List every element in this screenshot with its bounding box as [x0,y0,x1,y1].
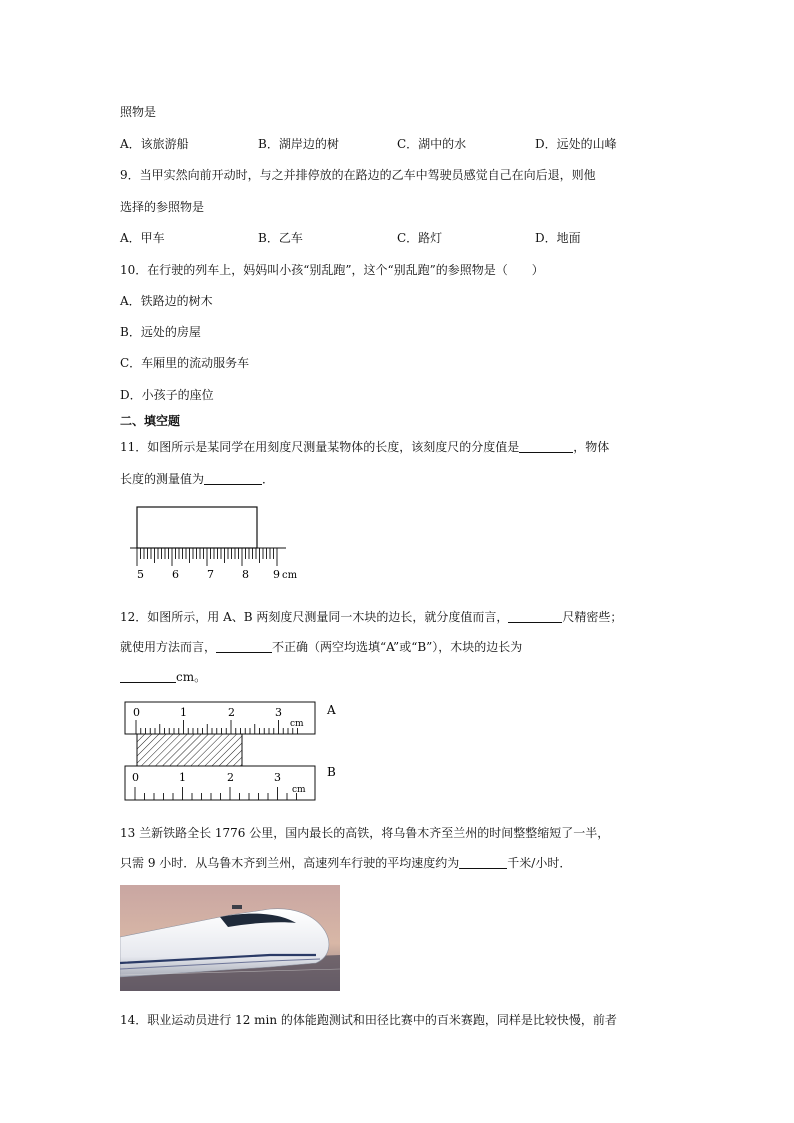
ruler-a-ticks [136,720,298,734]
q13-blank[interactable] [459,856,507,869]
ruler-a-number-1: 1 [180,706,187,719]
q12-ruler-figure [122,700,352,804]
q9-option-c: C．路灯 [397,231,443,245]
q11-ruler-figure [126,500,306,584]
q8-option-b: B．湖岸边的树 [258,137,339,151]
q11-ruler-label-7: 7 [207,568,214,581]
ruler-b-ticks [135,787,297,800]
ruler-a-number-0: 0 [133,706,140,719]
q11-ruler-unit: cm [282,570,298,581]
q12-stem-line1 [120,608,622,625]
ruler-b-number-2: 2 [227,771,234,784]
intro-line: 照物是 [120,105,157,119]
q12-text-2b: 不正确（两空均选填“A”或“B”），木块的边长为 [272,640,523,654]
section-title: 二、填空题 [120,414,181,428]
q11-ruler-label-5: 5 [137,568,144,581]
ruler-b-label: B [327,765,336,779]
q10-stem: 10．在行驶的列车上，妈妈叫小孩“别乱跑”，这个“别乱跑”的参照物是（ ） [120,263,544,277]
q11-text-1a: 11．如图所示是某同学在用刻度尺测量某物体的长度，该刻度尺的分度值是 [120,440,520,454]
q9-option-d: D．地面 [535,231,581,245]
ruler-b-number-1: 1 [179,771,186,784]
ruler-b-number-3: 3 [274,771,281,784]
q12-text-2a: 就使用方法而言， [120,640,217,654]
wooden-block [137,734,242,766]
q12-blank-2[interactable] [216,640,272,653]
high-speed-train-image [120,885,340,991]
q13-stem-line2 [120,854,571,871]
q11-text-2b: ． [262,472,275,486]
q12-text-3b: cm。 [176,670,207,684]
ruler-b [125,766,315,800]
q9-option-b: B．乙车 [258,231,303,245]
ruler-a-label: A [327,703,336,717]
q12-blank-3[interactable] [120,670,176,683]
q8-option-d: D．远处的山峰 [535,137,617,151]
q13-text-2b: 千米/小时． [507,856,572,870]
q11-ruler-label-8: 8 [242,568,249,581]
q9-stem-line2: 选择的参照物是 [120,200,205,214]
q11-ruler-label-9: 9 [273,568,280,581]
q11-measured-block [137,507,257,548]
q10-option-d: D．小孩子的座位 [120,388,214,402]
q12-blank-1[interactable] [508,610,562,623]
q11-stem-line1 [120,438,609,455]
q11-text-1b: ，物体 [573,440,610,454]
q11-ruler-ticks [137,548,277,566]
ruler-a [125,702,315,734]
ruler-a-unit: cm [290,719,304,729]
q13-stem-line1: 13 兰新铁路全长 1776 公里，国内最长的高铁，将乌鲁木齐至兰州的时间整整缩短了一半， [120,826,610,840]
q10-option-a: A．铁路边的树木 [120,294,213,308]
q13-text-2a: 只需 9 小时．从乌鲁木齐到兰州，高速列车行驶的平均速度约为 [120,856,460,870]
q11-text-2a: 长度的测量值为 [120,472,205,486]
q12-stem-line3 [120,668,206,685]
q11-stem-line2 [120,470,274,487]
q11-blank-1[interactable] [519,440,573,453]
ruler-a-number-2: 2 [228,706,235,719]
ruler-b-number-0: 0 [132,771,139,784]
q9-stem-line1: 9．当甲实然向前开动时，与之并排停放的在路边的乙车中驾驶员感觉自己在向后退，则他 [120,168,596,182]
q12-text-1a: 12．如图所示，用 A、B 两刻度尺测量同一木块的边长，就分度值而言， [120,610,509,624]
q10-option-c: C．车厢里的流动服务车 [120,356,250,370]
q8-option-c: C．湖中的水 [397,137,467,151]
q8-option-a: A．该旅游船 [120,137,189,151]
q10-option-b: B．远处的房屋 [120,325,201,339]
q11-ruler-label-6: 6 [172,568,179,581]
q12-stem-line2 [120,638,522,655]
ruler-a-number-3: 3 [275,706,282,719]
q11-blank-2[interactable] [204,472,262,485]
q9-option-a: A．甲车 [120,231,165,245]
q12-text-1b: 尺精密些； [562,610,623,624]
ruler-b-unit: cm [292,785,306,795]
q14-stem-line1: 14．职业运动员进行 12 min 的体能跑测试和田径比赛中的百米赛跑，同样是比较快慢，前者 [120,1013,617,1027]
